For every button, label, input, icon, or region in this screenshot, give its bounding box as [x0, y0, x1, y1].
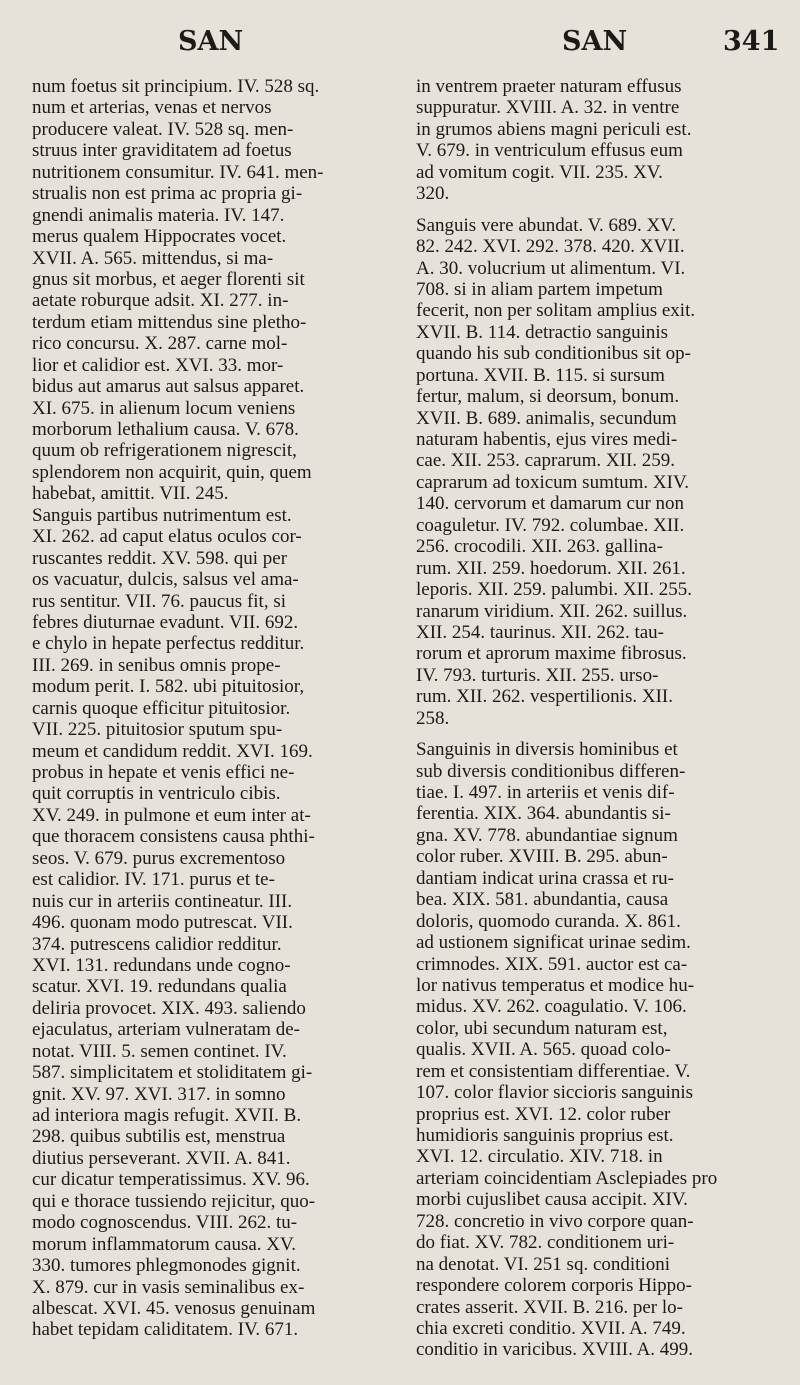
- text-line: gnus sit morbus, et aeger florenti sit: [32, 268, 305, 290]
- text-line: cur dicatur temperatissimus. XV. 96.: [32, 1169, 310, 1191]
- text-line: midus. XV. 262. coagulatio. V. 106.: [416, 996, 687, 1018]
- header-left-keyword: SAN: [178, 26, 244, 57]
- text-line: 330. tumores phlegmonodes gignit.: [32, 1255, 301, 1277]
- text-line: ad ustionem significat urinae sedim.: [416, 932, 691, 954]
- text-line: ad interiora magis refugit. XVII. B.: [32, 1105, 302, 1126]
- text-line: tiae. I. 497. in arteriis et venis dif-: [416, 782, 675, 803]
- text-line: carnis quoque efficitur pituitosior.: [32, 697, 291, 719]
- text-line: terdum etiam mittendus sine pletho-: [32, 311, 307, 333]
- text-line: portuna. XVII. B. 115. si sursum: [416, 364, 665, 386]
- text-line: 82. 242. XVI. 292. 378. 420. XVII.: [416, 236, 685, 258]
- right-column: [416, 76, 774, 1361]
- text-line: meum et candidum reddit. XVI. 169.: [32, 740, 313, 762]
- text-line: crates asserit. XVII. B. 216. per lo-: [416, 1296, 683, 1318]
- text-line: color ruber. XVIII. B. 295. abun-: [416, 846, 668, 868]
- text-line: splendorem non acquirit, quin, quem: [32, 461, 312, 483]
- text-line: febres diuturnae evadunt. VII. 692.: [32, 611, 299, 633]
- text-line: Sanguis partibus nutrimentum est.: [32, 504, 292, 526]
- text-line: 298. quibus subtilis est, menstrua: [32, 1126, 286, 1148]
- text-line: 140. cervorum et damarum cur non: [416, 493, 685, 515]
- text-line: e chylo in hepate perfectus redditur.: [32, 633, 305, 655]
- paragraph-gap: [416, 729, 774, 739]
- text-line: merus qualem Hippocrates vocet.: [32, 226, 287, 248]
- text-line: rico concursu. X. 287. carne mol-: [32, 333, 288, 355]
- text-line: III. 269. in senibus omnis prope-: [32, 654, 281, 676]
- text-line: diutius perseverant. XVII. A. 841.: [32, 1147, 291, 1169]
- text-line: sub diversis conditionibus differen-: [416, 760, 686, 782]
- page-number: 341: [723, 26, 780, 57]
- text-line: in grumos abiens magni periculi est.: [416, 118, 692, 140]
- text-line: na denotat. VI. 251 sq. conditioni: [416, 1253, 671, 1275]
- text-line: naturam habentis, ejus vires medi-: [416, 429, 678, 450]
- text-line: nuis cur in arteriis contineatur. III.: [32, 890, 293, 912]
- text-line: est calidior. IV. 171. purus et te-: [32, 869, 275, 891]
- text-line: qualis. XVII. A. 565. quoad colo-: [416, 1039, 671, 1061]
- text-line: chia excreti conditio. XVII. A. 749.: [416, 1317, 686, 1339]
- text-line: XVI. 131. redundans unde cogno-: [32, 954, 291, 976]
- text-line: quum ob refrigerationem nigrescit,: [32, 440, 297, 462]
- text-line: num foetus sit principium. IV. 528 sq.: [32, 76, 320, 97]
- text-line: proprius est. XVI. 12. color ruber: [416, 1103, 671, 1125]
- text-line: dantiam indicat urina crassa et ru-: [416, 867, 674, 889]
- text-line: V. 679. in ventriculum effusus eum: [416, 140, 683, 162]
- text-line: 107. color flavior siccioris sanguinis: [416, 1082, 694, 1104]
- text-line: struus inter graviditatem ad foetus: [32, 140, 292, 162]
- text-line: quando his sub conditionibus sit op-: [416, 343, 691, 365]
- text-line: notat. VIII. 5. semen continet. IV.: [32, 1040, 287, 1062]
- text-line: rorum et aprorum maxime fibrosus.: [416, 643, 687, 665]
- text-line: 708. si in aliam partem impetum: [416, 278, 663, 300]
- text-line: XVI. 12. circulatio. XIV. 718. in: [416, 1146, 663, 1168]
- text-line: nutritionem consumitur. IV. 641. men-: [32, 161, 324, 183]
- header-right-keyword: SAN: [562, 26, 628, 57]
- text-line: conditio in varicibus. XVIII. A. 499.: [416, 1339, 694, 1361]
- text-line: 256. crocodili. XII. 263. gallina-: [416, 536, 663, 558]
- text-line: do fiat. XV. 782. conditionem uri-: [416, 1232, 675, 1254]
- text-line: deliria provocet. XIX. 493. saliendo: [32, 997, 306, 1019]
- text-line: modo cognoscendus. VIII. 262. tu-: [32, 1212, 298, 1234]
- text-line: rum. XII. 262. vespertilionis. XII.: [416, 686, 673, 708]
- text-line: que thoracem consistens causa phthi-: [32, 826, 315, 848]
- text-line: Sanguis vere abundat. V. 689. XV.: [416, 214, 677, 236]
- text-line: fecerit, non per solitam amplius exit.: [416, 300, 696, 322]
- text-line: VII. 225. pituitosior sputum spu-: [32, 719, 283, 741]
- text-line: morbi cujuslibet causa accipit. XIV.: [416, 1189, 688, 1211]
- text-line: 374. putrescens calidior redditur.: [32, 933, 282, 955]
- text-line: gnendi animalis materia. IV. 147.: [32, 204, 285, 226]
- text-line: coaguletur. IV. 792. columbae. XII.: [416, 514, 685, 536]
- text-line: habet tepidam caliditatem. IV. 671.: [32, 1319, 299, 1341]
- text-line: ranarum viridium. XII. 262. suillus.: [416, 600, 688, 622]
- text-line: arteriam coincidentiam Asclepiades pro: [416, 1167, 718, 1189]
- text-line: crimnodes. XIX. 591. auctor est ca-: [416, 953, 688, 975]
- text-line: humidioris sanguinis proprius est.: [416, 1125, 674, 1146]
- text-line: XVII. A. 565. mittendus, si ma-: [32, 247, 274, 269]
- text-line: albescat. XVI. 45. venosus genuinam: [32, 1297, 316, 1319]
- text-line: IV. 793. turturis. XII. 255. urso-: [416, 664, 659, 686]
- text-line: leporis. XII. 259. palumbi. XII. 255.: [416, 579, 692, 601]
- text-line: 258.: [416, 707, 450, 729]
- text-line: rem et consistentiam differentiae. V.: [416, 1060, 691, 1082]
- running-header: [0, 26, 800, 66]
- text-line: ejaculatus, arteriam vulneratam de-: [32, 1019, 300, 1041]
- text-line: XVII. B. 689. animalis, secundum: [416, 407, 677, 429]
- text-line: A. 30. volucrium ut alimentum. VI.: [416, 257, 686, 279]
- text-line: X. 879. cur in vasis seminalibus ex-: [32, 1276, 305, 1298]
- text-line: seos. V. 679. purus excrementoso: [32, 847, 286, 869]
- text-line: ad vomitum cogit. VII. 235. XV.: [416, 161, 663, 183]
- text-line: 728. concretio in vivo corpore quan-: [416, 1210, 694, 1232]
- paragraph-gap: [416, 205, 774, 215]
- text-line: bidus aut amarus aut salsus apparet.: [32, 376, 305, 398]
- text-line: bea. XIX. 581. abundantia, causa: [416, 889, 669, 911]
- text-line: aetate roburque adsit. XI. 277. in-: [32, 290, 289, 312]
- text-line: rus sentitur. VII. 76. paucus fit, si: [32, 590, 287, 612]
- text-line: producere valeat. IV. 528 sq. men-: [32, 118, 294, 140]
- text-line: cae. XII. 253. caprarum. XII. 259.: [416, 450, 676, 472]
- text-line: XI. 262. ad caput elatus oculos cor-: [32, 526, 302, 548]
- text-line: in ventrem praeter naturam effusus: [416, 76, 682, 97]
- text-line: fertur, malum, si deorsum, bonum.: [416, 386, 680, 408]
- text-line: XV. 249. in pulmone et eum inter at-: [32, 804, 311, 826]
- text-line: os vacuatur, dulcis, salsus vel ama-: [32, 569, 299, 591]
- text-line: color, ubi secundum naturam est,: [416, 1017, 668, 1039]
- text-line: quit corruptis in ventriculo cibis.: [32, 783, 281, 805]
- left-column: [32, 76, 400, 1341]
- text-line: habebat, amittit. VII. 245.: [32, 483, 229, 505]
- text-line: caprarum ad toxicum sumtum. XIV.: [416, 471, 689, 493]
- text-line: 587. simplicitatem et stoliditatem gi-: [32, 1062, 313, 1084]
- text-line: morum inflammatorum causa. XV.: [32, 1233, 297, 1255]
- text-line: morborum lethalium causa. V. 678.: [32, 419, 299, 440]
- text-line: rum. XII. 259. hoedorum. XII. 261.: [416, 557, 686, 579]
- text-line: strualis non est prima ac propria gi-: [32, 183, 303, 205]
- text-line: scatur. XVI. 19. redundans qualia: [32, 976, 287, 998]
- text-line: 320.: [416, 183, 450, 205]
- text-line: suppuratur. XVIII. A. 32. in ventre: [416, 97, 680, 119]
- text-line: lor nativus temperatus et modice hu-: [416, 974, 695, 996]
- text-line: Sanguinis in diversis hominibus et: [416, 739, 678, 761]
- text-line: XI. 675. in alienum locum veniens: [32, 397, 296, 419]
- text-line: qui e thorace tussiendo rejicitur, quo-: [32, 1190, 316, 1212]
- text-line: gnit. XV. 97. XVI. 317. in somno: [32, 1083, 286, 1105]
- text-line: doloris, quomodo curanda. X. 861.: [416, 910, 681, 932]
- text-line: probus in hepate et venis effici ne-: [32, 762, 295, 783]
- text-line: num et arterias, venas et nervos: [32, 97, 272, 119]
- text-line: modum perit. I. 582. ubi pituitosior,: [32, 676, 305, 698]
- text-line: ruscantes reddit. XV. 598. qui per: [32, 547, 288, 569]
- text-line: respondere colorem corporis Hippo-: [416, 1275, 692, 1297]
- text-line: XII. 254. taurinus. XII. 262. tau-: [416, 621, 665, 643]
- text-line: XVII. B. 114. detractio sanguinis: [416, 321, 669, 343]
- text-line: ferentia. XIX. 364. abundantis si-: [416, 803, 671, 825]
- text-line: lior et calidior est. XVI. 33. mor-: [32, 354, 284, 376]
- text-line: gna. XV. 778. abundantiae signum: [416, 824, 678, 846]
- text-line: 496. quonam modo putrescat. VII.: [32, 912, 293, 934]
